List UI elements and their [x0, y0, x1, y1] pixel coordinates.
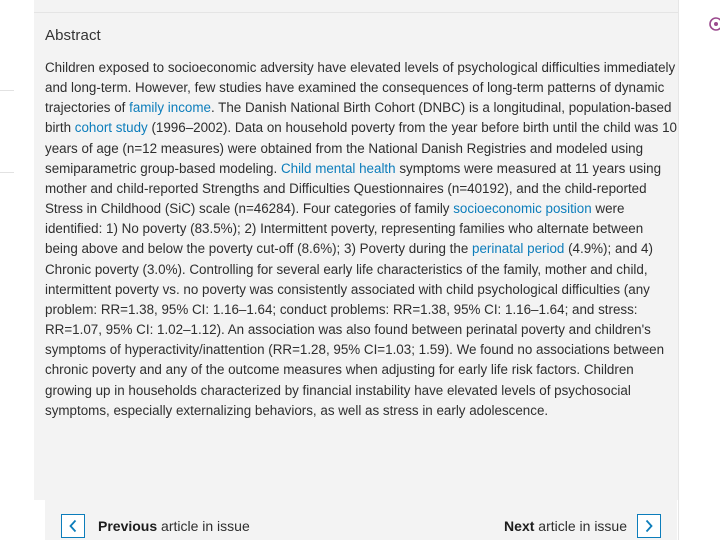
abstract-keyword-link[interactable]: socioeconomic position — [453, 201, 592, 217]
gutter-divider — [0, 90, 14, 91]
previous-strong: Previous — [98, 518, 158, 534]
share-icon[interactable] — [706, 14, 720, 34]
abstract-keyword-link[interactable]: cohort study — [74, 120, 148, 136]
chevron-right-icon[interactable] — [637, 514, 661, 538]
previous-rest: article in issue — [157, 518, 250, 534]
abstract-text — [45, 58, 677, 421]
previous-article-label — [98, 518, 250, 534]
next-article-link[interactable] — [504, 514, 661, 538]
article-navigation — [45, 500, 677, 540]
previous-article-link[interactable] — [61, 514, 250, 538]
chevron-left-icon[interactable] — [61, 514, 85, 538]
abstract-text-segment: symptoms were measured at 11 years using mother and child-reported Strengths and Difficulties Questionnaires (n=40192), and the child-reported Stress in Childhood (SiC) scale (n=46284). Four categories of family — [45, 160, 662, 217]
next-strong: Next — [504, 518, 535, 534]
abstract-text-segment: Children exposed to socioeconomic adversity have elevated levels of psychological difficulties immediately and long-term. However, few studies have examined the consequences of long-term patterns of dynamic trajectories of — [45, 60, 676, 116]
abstract-heading: Abstract — [45, 27, 101, 44]
card-top-edge — [34, 0, 678, 13]
abstract-text-segment: (1996–2002). Data on household poverty from the year before birth until the child was 10 years of age (n=12 measures) were obtained from the National Danish Registries and modeled using semiparametric group-based modeling. — [45, 120, 677, 176]
next-article-label — [504, 518, 627, 534]
left-gutter — [0, 0, 34, 540]
abstract-keyword-link[interactable]: family income — [129, 100, 211, 116]
right-rail — [678, 0, 720, 540]
abstract-text-segment: were identified: 1) No poverty (83.5%); 2) Intermittent poverty, representing families who alternate between being above and below the poverty cut-off (8.6%); 3) Poverty during the — [45, 201, 644, 257]
gutter-divider — [0, 172, 14, 173]
abstract-text-segment: . The Danish National Birth Cohort (DNBC) is a longitudinal, population-based birth — [45, 100, 672, 136]
abstract-text-segment: (4.9%); and 4) Chronic poverty (3.0%). Controlling for several early life characteristics of the family, mother and child, intermittent poverty vs. no poverty was consistently associated with child psychological difficulties (any problem: RR=1.38, 95% CI: 1.16–1.64; conduct problems: RR=1.38, 95% CI: 1.16–1.64; and stress: RR=1.07, 95% CI: 1.02–1.12). An association was also found between perinatal poverty and children's symptoms of hyperactivity/inattention (RR=1.28, 95% CI=1.03; 1.59). We found no associations between chronic poverty and any of the outcome measures when adjusting for early life risk factors. Children growing up in households characterized by financial instability have elevated levels of psychosocial symptoms, especially externalizing behaviors, as well as stress in early adolescence. — [45, 241, 665, 418]
abstract-keyword-link[interactable]: Child mental health — [280, 160, 396, 176]
abstract-keyword-link[interactable]: perinatal period — [472, 241, 565, 257]
next-rest: article in issue — [534, 518, 627, 534]
